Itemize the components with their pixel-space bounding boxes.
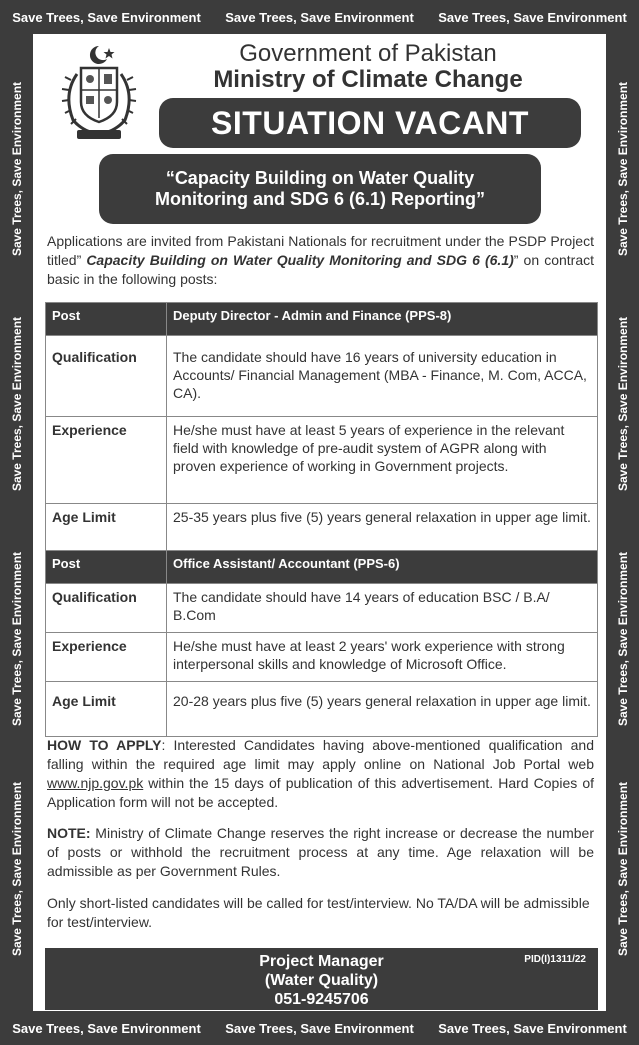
- border-slogan: Save Trees, Save Environment: [12, 9, 201, 25]
- project-manager-title: Project Manager: [259, 953, 384, 970]
- pid-number: PID(I)1311/22: [524, 954, 586, 965]
- row-value: 25-35 years plus five (5) years general relaxation in upper age limit.: [167, 504, 598, 551]
- left-border: [0, 34, 33, 1011]
- shortlist-paragraph: Only short-listed candidates will be called for test/interview. No TA/DA will be admissible for test/interview.: [47, 895, 590, 930]
- border-slogan: Save Trees, Save Environment: [438, 9, 627, 25]
- border-slogan: Save Trees, Save Environment: [9, 551, 24, 727]
- border-slogan: Save Trees, Save Environment: [9, 316, 24, 492]
- border-slogan: Save Trees, Save Environment: [615, 781, 630, 957]
- top-border: [0, 0, 639, 34]
- situation-vacant-banner: SITUATION VACANT: [159, 98, 581, 148]
- border-slogan: Save Trees, Save Environment: [225, 1020, 414, 1036]
- post-header-row: [46, 303, 598, 336]
- row-label: Qualification: [46, 336, 167, 417]
- row-value: The candidate should have 16 years of university education in Accounts/ Financial Management (MBA - Finance, M. Com, ACCA, CA).: [167, 336, 598, 417]
- government-name: Government of Pakistan: [239, 40, 497, 67]
- how-to-apply-text: : Interested Candidates having above-mentioned qualification and falling within the required age limit may apply online on National Job Portal web: [47, 737, 594, 772]
- how-to-apply-paragraph: [47, 736, 594, 812]
- row-label: Experience: [46, 633, 167, 682]
- note-text: Ministry of Climate Change reserves the right increase or decrease the number of posts or withhold the recruitment process at any time. Age relaxation will be admissible as per Government Rules.: [47, 825, 594, 879]
- project-title-line: “Capacity Building on Water Quality: [165, 168, 475, 188]
- project-manager-subtitle: (Water Quality): [264, 972, 379, 989]
- how-to-apply-heading: HOW TO APPLY: [47, 737, 162, 753]
- project-title-line: Monitoring and SDG 6 (6.1) Reporting”: [155, 189, 485, 209]
- intro-project-emphasis: Capacity Building on Water Quality Monitoring and SDG 6 (6.1): [81, 252, 514, 268]
- row-value: He/she must have at least 5 years of experience in the relevant field with knowledge of pre-audit system of AGPR along with proven experience of working in Government projects.: [167, 417, 598, 504]
- project-title-box: [99, 154, 541, 224]
- border-slogan: Save Trees, Save Environment: [12, 1020, 201, 1036]
- table-row: [46, 417, 598, 504]
- state-emblem-icon: [55, 44, 143, 144]
- intro-text: Applications are invited from Pakistani Nationals for recruitment under the PSDP Project titled”: [47, 233, 594, 268]
- border-slogan: Save Trees, Save Environment: [615, 316, 630, 492]
- posts-table: [45, 302, 598, 737]
- table-row: [46, 504, 598, 551]
- border-slogan: Save Trees, Save Environment: [9, 81, 24, 257]
- row-value: The candidate should have 14 years of education BSC / B.A/ B.Com: [167, 584, 598, 633]
- contact-phone: 051-9245706: [274, 991, 369, 1008]
- bottom-border: [0, 1011, 639, 1045]
- njp-portal-link[interactable]: www.njp.gov.pk: [47, 775, 144, 791]
- contact-footer: [45, 948, 598, 1010]
- contact-block: [45, 952, 598, 1009]
- row-value: 20-28 years plus five (5) years general relaxation in upper age limit.: [167, 682, 598, 737]
- table-row: [46, 633, 598, 682]
- row-label: Age Limit: [46, 504, 167, 551]
- border-slogan: Save Trees, Save Environment: [615, 551, 630, 727]
- post-label: Post: [46, 551, 167, 584]
- border-slogan: Save Trees, Save Environment: [9, 781, 24, 957]
- table-row: [46, 584, 598, 633]
- post-title: Deputy Director - Admin and Finance (PPS-8): [167, 303, 598, 336]
- border-slogan: Save Trees, Save Environment: [438, 1020, 627, 1036]
- right-border: [606, 34, 639, 1011]
- intro-text-end: ” on contract basic in the following posts:: [47, 252, 594, 287]
- border-slogan: Save Trees, Save Environment: [225, 9, 414, 25]
- row-label: Qualification: [46, 584, 167, 633]
- note-paragraph: [47, 824, 594, 881]
- ministry-name: Ministry of Climate Change: [213, 66, 523, 93]
- note-heading: NOTE:: [47, 825, 91, 841]
- intro-paragraph: [47, 232, 594, 289]
- post-title: Office Assistant/ Accountant (PPS-6): [167, 551, 598, 584]
- how-to-apply-text-end: within the 15 days of publication of this advertisement. Hard Copies of Application form will not be accepted.: [47, 775, 594, 810]
- row-value: He/she must have at least 2 years' work experience with strong interpersonal skills and knowledge of Microsoft Office.: [167, 633, 598, 682]
- table-row: [46, 336, 598, 417]
- post-header-row: [46, 551, 598, 584]
- row-label: Experience: [46, 417, 167, 504]
- advertisement-body: [33, 34, 606, 1011]
- post-label: Post: [46, 303, 167, 336]
- border-slogan: Save Trees, Save Environment: [615, 81, 630, 257]
- table-row: [46, 682, 598, 737]
- row-label: Age Limit: [46, 682, 167, 737]
